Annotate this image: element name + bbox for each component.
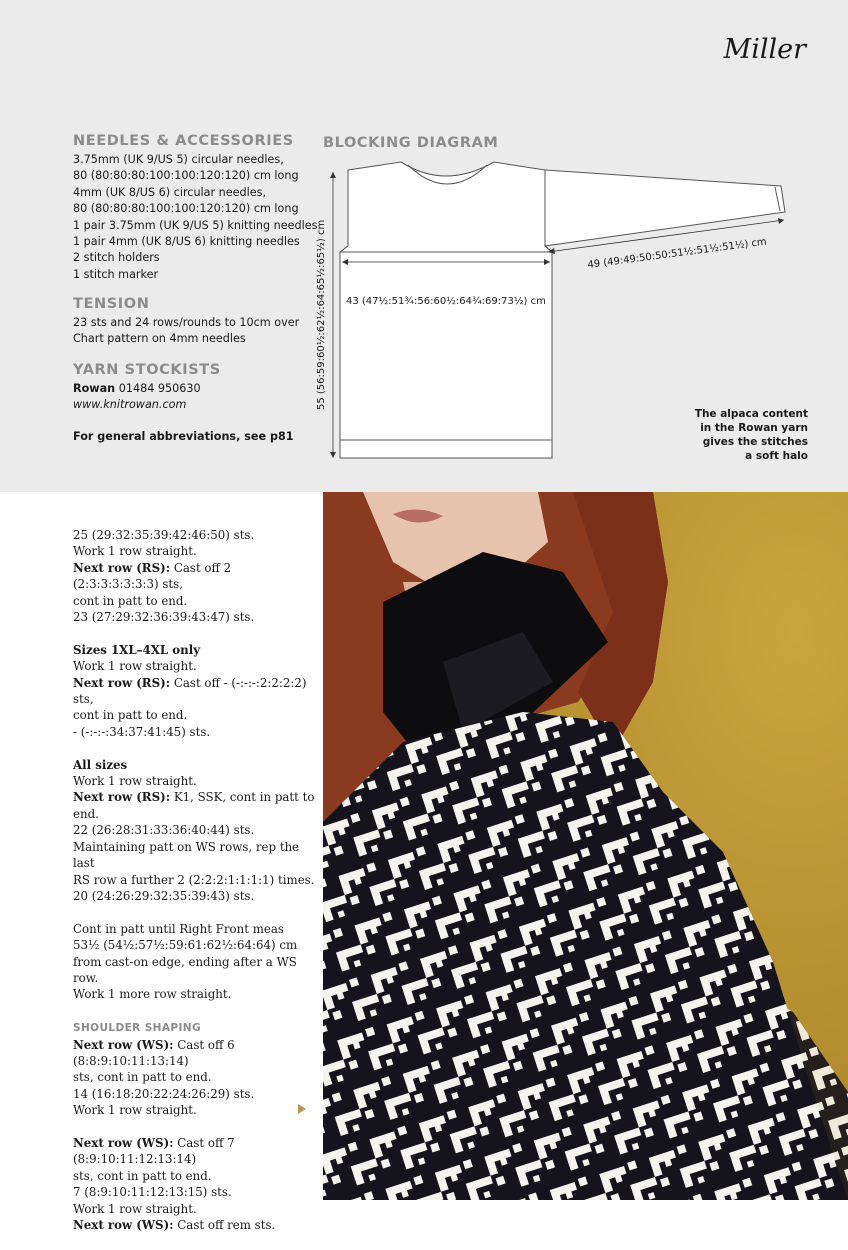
tension-heading: TENSION	[73, 296, 150, 312]
pattern-line: sts, cont in patt to end.	[73, 1070, 212, 1085]
row-label: Next row (RS):	[73, 560, 171, 575]
needles-heading: NEEDLES & ACCESSORIES	[73, 133, 294, 149]
needles-line: 3.75mm (UK 9/US 5) circular needles,	[73, 153, 284, 166]
size-heading: Sizes 1XL–4XL only	[73, 642, 201, 657]
pattern-line: 53½ (54½:57½:59:61:62½:64:64) cm	[73, 938, 298, 953]
stockist-brand: Rowan	[73, 382, 116, 395]
photo-caption	[690, 407, 808, 463]
row-label: Next row (WS):	[73, 1217, 174, 1232]
pattern-line: Cast off rem sts.	[173, 1217, 276, 1232]
pattern-line: RS row a further 2 (2:2:2:1:1:1:1) times.	[73, 872, 315, 887]
pattern-line: Cast off - (-:-:-:2:2:2:2) sts,	[73, 675, 307, 707]
needles-line: 1 stitch marker	[73, 267, 159, 281]
pattern-line: from cast-on edge, ending after a WS row.	[73, 954, 297, 985]
pattern-line: 25 (29:32:35:39:42:46:50) sts.	[73, 528, 255, 542]
pattern-line: - (-:-:-:34:37:41:45) sts.	[73, 724, 211, 739]
photo-illustration	[323, 492, 848, 1200]
pattern-line: Cast off 6 (8:8:9:10:11:13:14)	[73, 1037, 235, 1068]
row-label: Next row (RS):	[73, 790, 171, 805]
pattern-line: 14 (16:18:20:22:24:26:29) sts.	[73, 1086, 255, 1101]
caption-line: a soft halo	[745, 450, 808, 462]
pattern-instructions	[73, 527, 318, 1250]
pattern-line: Cont in patt until Right Front meas	[73, 921, 284, 936]
pattern-line: 22 (26:28:31:33:36:40:44) sts.	[73, 823, 255, 838]
pattern-line: sts, cont in patt to end.	[73, 1168, 212, 1183]
pattern-line: Work 1 more row straight.	[73, 987, 232, 1002]
row-label: Next row (WS):	[73, 1135, 174, 1150]
pattern-line: cont in patt to end.	[73, 708, 188, 723]
pattern-line: Work 1 row straight.	[73, 544, 197, 559]
pattern-line: Maintaining patt on WS rows, rep the last	[73, 839, 300, 871]
pattern-line: 7 (8:9:10:11:12:13:15) sts.	[73, 1185, 232, 1200]
needles-line: 1 pair 4mm (UK 8/US 6) knitting needles	[73, 235, 300, 249]
pattern-line: K1, SSK, cont in patt to end.	[73, 790, 315, 821]
pattern-line: Cast off 2 (2:3:3:3:3:3:3) sts,	[73, 560, 232, 592]
pattern-line: Work 1 row straight.	[73, 774, 197, 789]
continue-arrow-icon[interactable]	[298, 1104, 306, 1114]
pattern-line: Work 1 row straight.	[73, 659, 197, 674]
sleeve-label: 49 (49:49:50:50:51½:51½:51½) cm	[586, 236, 768, 271]
stockists-heading: YARN STOCKISTS	[73, 362, 221, 378]
caption-line: The alpaca content	[694, 408, 808, 420]
needles-line: 80 (80:80:80:100:100:120:120) cm long	[73, 169, 299, 183]
tension-line: Chart pattern on 4mm needles	[73, 332, 246, 346]
width-label: 43 (47½:51¾:56:60½:64¾:69:73½) cm	[346, 296, 546, 307]
stockist-phone: 01484 950630	[118, 382, 201, 395]
caption-line: in the Rowan yarn	[700, 422, 808, 434]
needles-line: 2 stitch holders	[73, 251, 160, 265]
pattern-line: 23 (27:29:32:36:39:43:47) sts.	[73, 610, 255, 625]
size-heading: All sizes	[73, 757, 128, 772]
page-title: Miller	[723, 34, 806, 65]
pattern-line: cont in patt to end.	[73, 593, 188, 608]
caption-line: gives the stitches	[702, 436, 808, 448]
row-label: Next row (WS):	[73, 1037, 174, 1052]
needles-line: 80 (80:80:80:100:100:120:120) cm long	[73, 202, 299, 216]
row-label: Next row (RS):	[73, 675, 171, 690]
shoulder-heading: SHOULDER SHAPING	[73, 1022, 202, 1035]
length-label: 55 (56:59:60½:62½:64:65½:65½) cm	[316, 219, 327, 410]
stockist-url[interactable]: www.knitrowan.com	[73, 398, 187, 412]
pattern-line: Work 1 row straight.	[73, 1103, 197, 1118]
pattern-line: Work 1 row straight.	[73, 1201, 197, 1216]
needles-line: 4mm (UK 8/US 6) circular needles,	[73, 185, 266, 199]
pattern-line: 20 (24:26:29:32:35:39:43) sts.	[73, 888, 255, 903]
abbreviations-note: For general abbreviations, see p81	[73, 430, 294, 443]
model-photo	[323, 492, 848, 1200]
pattern-line: Cast off 7 (8:9:10:11:12:13:14)	[73, 1135, 235, 1167]
diagram-heading: BLOCKING DIAGRAM	[323, 135, 499, 151]
tension-line: 23 sts and 24 rows/rounds to 10cm over	[73, 316, 300, 329]
needles-line: 1 pair 3.75mm (UK 9/US 5) knitting needles	[73, 218, 318, 232]
